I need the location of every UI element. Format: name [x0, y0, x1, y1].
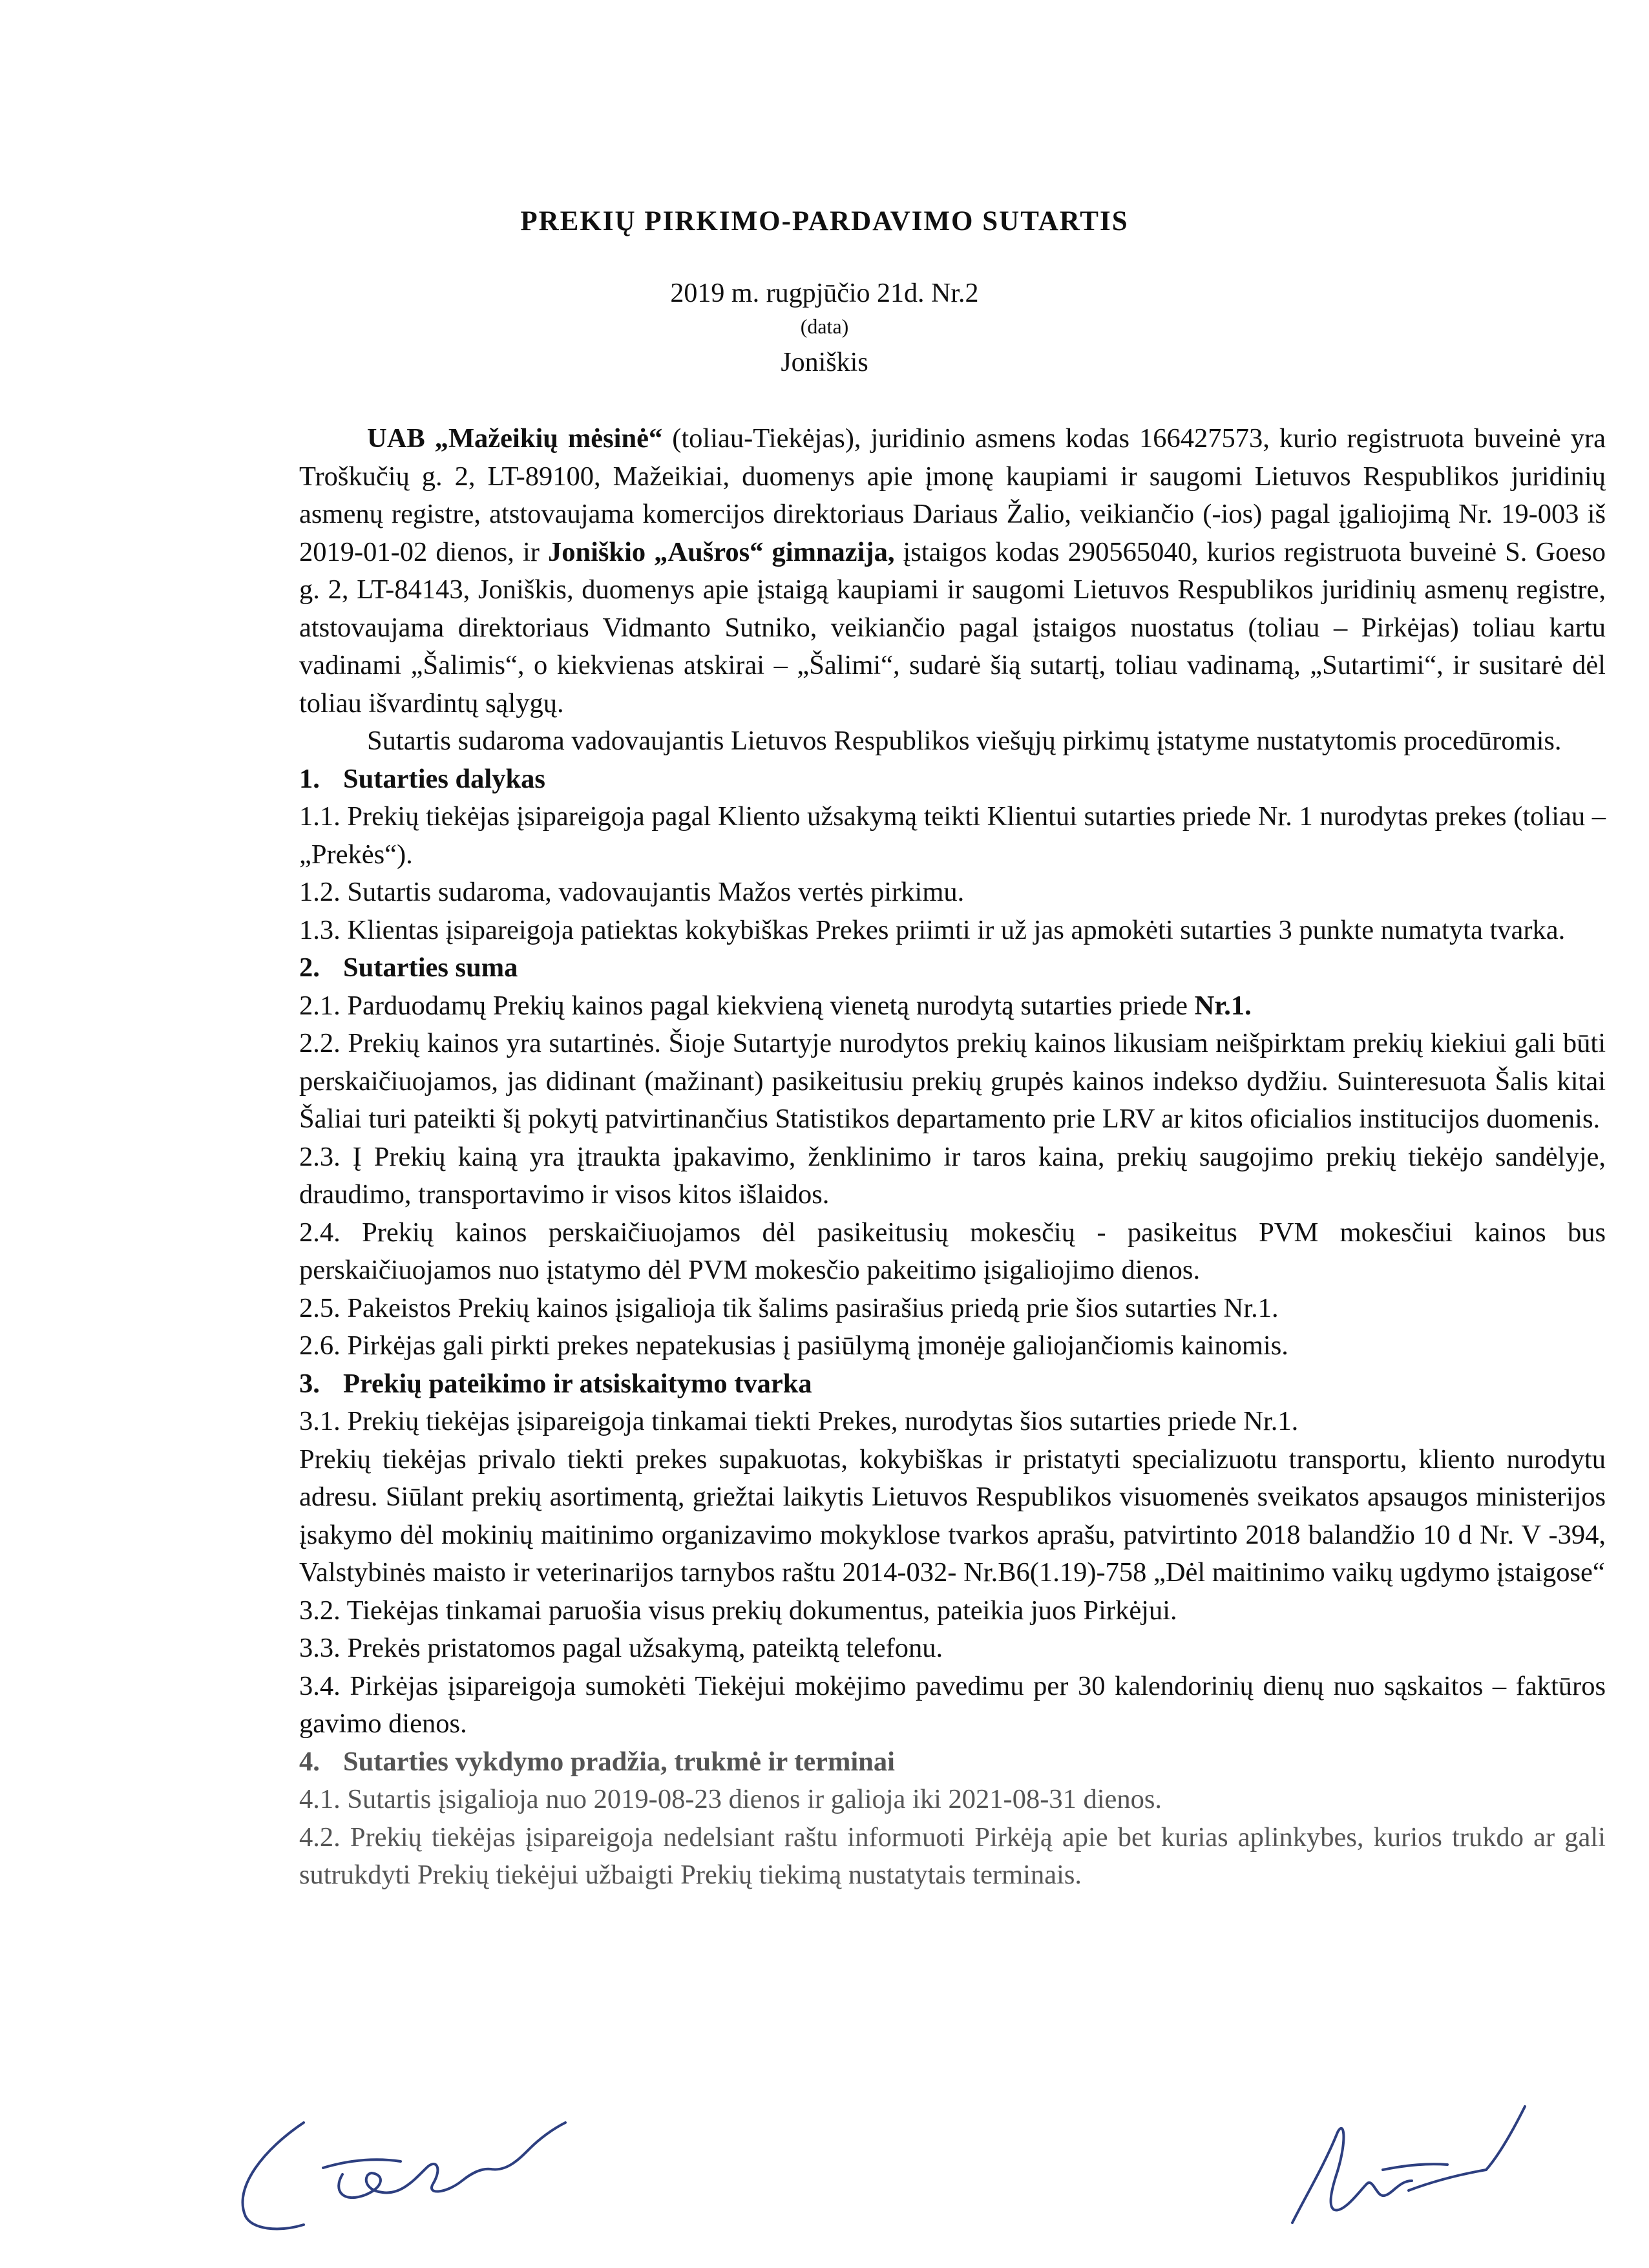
procedure-paragraph: Sutartis sudaroma vadovaujantis Lietuvos Respublikos viešųjų pirkimų įstatyme nustatytomis procedūromis.	[367, 726, 1562, 756]
clause-2-2: 2.2. Prekių kainos yra sutartinės. Šioje Sutartyje nurodytos prekių kainos likusiam neišpirktam prekių kiekiui gali būti perskaičiuojamos, jas didinant (mažinant) pasikeitusiu prekių grupės kainos indekso dydžiu. Suinteresuota Šalis kitai Šaliai turi pateikti šį pokytį patvirtinančius Statistikos departamento prie LRV ar kitos oficialios institucijos duomenis.	[299, 1028, 1606, 1134]
intro-paragraph	[299, 420, 1606, 722]
section-1-heading: 1. Sutarties dalykas	[299, 763, 545, 794]
clause-4-1: 4.1. Sutartis įsigalioja nuo 2019-08-23 dienos ir galioja iki 2021-08-31 dienos.	[299, 1784, 1162, 1814]
section-4-heading: 4. Sutarties vykdymo pradžia, trukmė ir terminai	[299, 1746, 895, 1777]
section-2-heading: 2. Sutarties suma	[299, 952, 518, 983]
clause-2-5: 2.5. Pakeistos Prekių kainos įsigalioja tik šalims pasirašius priedą prie šios sutarties Nr.1.	[299, 1292, 1279, 1323]
clause-3-3: 3.3. Prekės pristatomos pagal užsakymą, pateiktą telefonu.	[299, 1633, 943, 1663]
clause-2-4: 2.4. Prekių kainos perskaičiuojamos dėl pasikeitusių mokesčių - pasikeitus PVM mokesčiui kainos bus perskaičiuojamos nuo įstatymo dėl PVM mokesčio pakeitimo įsigaliojimo dienos.	[299, 1217, 1606, 1285]
clause-3-2: 3.2. Tiekėjas tinkamai paruošia visus prekių dokumentus, pateikia juos Pirkėjui.	[299, 1595, 1177, 1626]
clause-2-3: 2.3. Į Prekių kainą yra įtraukta įpakavimo, ženklinimo ir taros kaina, prekių saugojimo prekių tiekėjo sandėlyje, draudimo, transportavimo ir visos kitos išlaidos.	[299, 1141, 1606, 1210]
contract-place: Joniškis	[781, 348, 868, 377]
intro-text-2: įstaigos kodas 290565040, kurios registruota buveinė S. Goeso g. 2, LT-84143, Joniškis, duomenys apie įstaigą kaupiami ir saugomi Lietuvos Respublikos juridinių asmenų registre, atstovaujama direktoriaus Vidmanto Sutniko, veikiančio pagal įstaigos nuostatus (toliau – Pirkėjas) toliau kartu vadinami „Šalimis“, o kiekvienas atskirai – „Šalimi“, sudarė šią sutartį, toliau vadinamą, „Sutartimi“, ir susitarė dėl toliau išvardintų sąlygų.	[299, 536, 1606, 719]
clause-1-3: 1.3. Klientas įsipareigoja patiektas kokybiškas Prekes priimti ir už jas apmokėti sutarties 3 punkte numatyta tvarka.	[299, 914, 1566, 945]
clause-4-2: 4.2. Prekių tiekėjas įsipareigoja nedelsiant raštu informuoti Pirkėją apie bet kurias aplinkybes, kurios trukdo ar gali sutrukdyti Prekių tiekėjui užbaigti Prekių tiekimą nustatytais terminais.	[299, 1822, 1606, 1890]
intro-text-1: (toliau-Tiekėjas), juridinio asmens kodas 166427573, kurio registruota buveinė yra Troškučių g. 2, LT-89100, Mažeikiai, duomenys apie įmonę kaupiami ir saugomi Lietuvos Respublikos juridinių asmenų registre, atstovaujama komercijos direktoriaus Dariaus Žalio, veikiančio (-ios) pagal įgaliojimą Nr. 19-003 iš 2019-01-02 dienos, ir	[299, 423, 1606, 567]
document-title: PREKIŲ PIRKIMO-PARDAVIMO SUTARTIS	[520, 206, 1129, 236]
clause-3-1: 3.1. Prekių tiekėjas įsipareigoja tinkamai tiekti Prekes, nurodytas šios sutarties priede Nr.1.	[299, 1406, 1299, 1436]
buyer-name: Joniškio „Aušros“ gimnazija,	[547, 536, 895, 567]
clause-1-2: 1.2. Sutartis sudaroma, vadovaujantis Mažos vertės pirkimu.	[299, 877, 965, 907]
contract-body	[299, 420, 1606, 1895]
supplier-signature	[213, 2077, 627, 2239]
clause-2-1: 2.1. Parduodamų Prekių kainos pagal kiekvieną vienetą nurodytą sutarties priede Nr.1.	[299, 990, 1252, 1021]
clause-2-6: 2.6. Pirkėjas gali pirkti prekes nepatekusias į pasiūlymą įmonėje galiojančiomis kainomis.	[299, 1330, 1288, 1361]
buyer-signature	[1215, 2094, 1577, 2242]
contract-date: 2019 m. rugpjūčio 21d. Nr.2	[670, 278, 979, 308]
supplier-name: UAB „Mažeikių mėsinė“	[367, 423, 663, 454]
clause-3-1-continued: Prekių tiekėjas privalo tiekti prekes supakuotas, kokybiškas ir pristatyti specializuotu transportu, kliento nurodytu adresu. Siūlant prekių asortimentą, griežtai laikytis Lietuvos Respublikos visuomenės sveikatos apsaugos ministerijos įsakymo dėl mokinių maitinimo organizavimo mokyklose tvarkos aprašu, patvirtinto 2018 balandžio 10 d Nr. V -394, Valstybinės maisto ir veterinarijos tarnybos raštu 2014-032- Nr.B6(1.19)-758 „Dėl maitinimo vaikų ugdymo įstaigose“	[299, 1444, 1606, 1588]
clause-1-1: 1.1. Prekių tiekėjas įsipareigoja pagal Kliento užsakymą teikti Klientui sutarties priede Nr. 1 nurodytas prekes (toliau – „Prekės“).	[299, 801, 1606, 870]
date-caption: (data)	[800, 315, 849, 338]
clause-3-4: 3.4. Pirkėjas įsipareigoja sumokėti Tiekėjui mokėjimo pavedimu per 30 kalendorinių dienų nuo sąskaitos – faktūros gavimo dienos.	[299, 1670, 1606, 1739]
section-3-heading: 3. Prekių pateikimo ir atsiskaitymo tvarka	[299, 1368, 812, 1399]
